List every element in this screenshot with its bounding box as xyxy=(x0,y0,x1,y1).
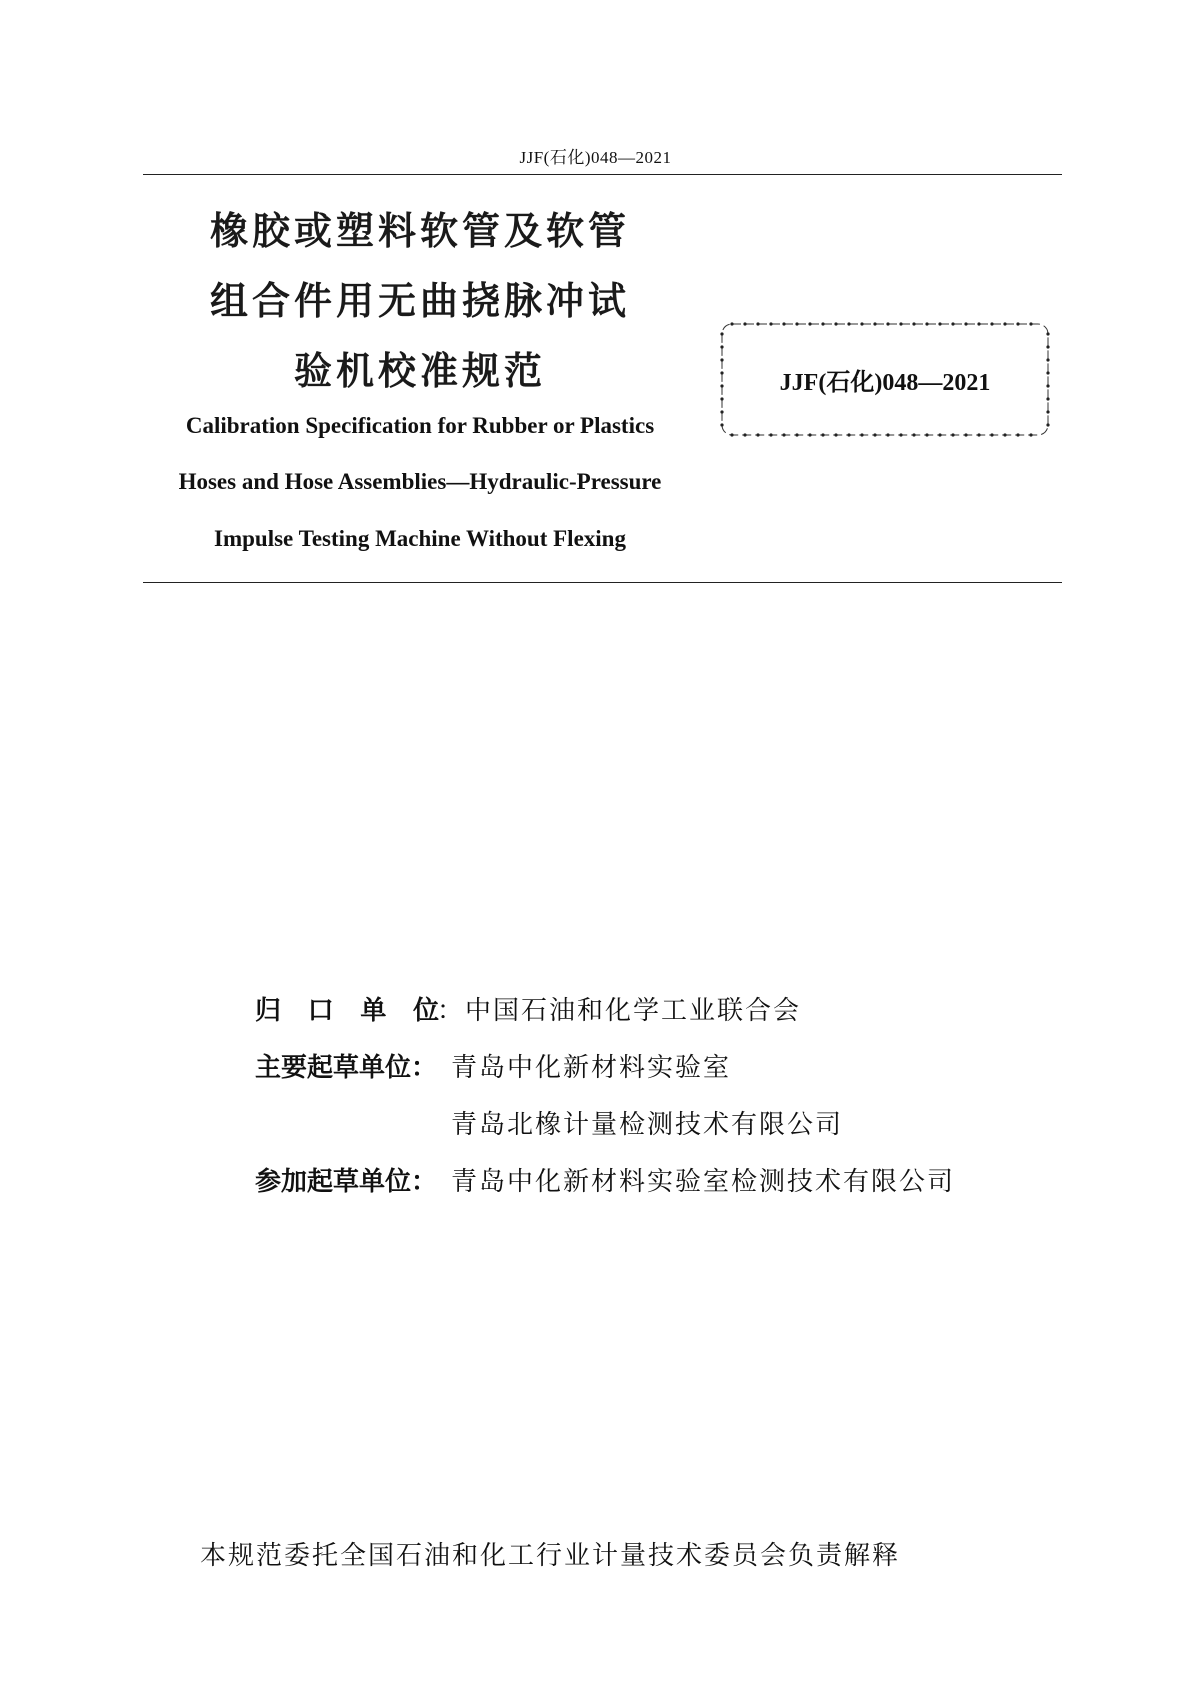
title-cn-line-1: 橡胶或塑料软管及软管 xyxy=(209,209,630,253)
bottom-divider xyxy=(143,582,1062,583)
border-bead xyxy=(720,345,723,348)
border-bead xyxy=(990,322,993,325)
border-bead xyxy=(873,322,876,325)
border-bead xyxy=(912,322,915,325)
border-bead xyxy=(938,433,941,436)
border-bead xyxy=(899,433,902,436)
border-bead xyxy=(886,322,889,325)
border-bead xyxy=(782,433,785,436)
border-bead xyxy=(860,322,863,325)
border-bead xyxy=(743,322,746,325)
border-bead xyxy=(756,433,759,436)
border-bead xyxy=(847,433,850,436)
border-bead xyxy=(886,433,889,436)
border-bead xyxy=(873,433,876,436)
responsible-unit-row xyxy=(255,990,801,1027)
border-bead xyxy=(977,322,980,325)
main-drafting-value-2: 青岛北橡计量检测技术有限公司 xyxy=(451,1110,844,1140)
border-bead xyxy=(808,433,811,436)
border-bead xyxy=(1046,423,1049,426)
title-cn-line-3: 验机校准规范 xyxy=(293,349,546,393)
border-bead xyxy=(769,322,772,325)
label-char: 口 xyxy=(307,996,334,1026)
main-drafting-label: 主要起草单位： xyxy=(255,1053,438,1083)
border-bead xyxy=(808,322,811,325)
border-bead xyxy=(743,433,746,436)
border-bead xyxy=(821,322,824,325)
title-en-line-2: Hoses and Hose Assemblies—Hydraulic-Pressure xyxy=(178,469,662,494)
title-cn-line-2: 组合件用无曲挠脉冲试 xyxy=(209,279,630,323)
border-bead xyxy=(1003,433,1006,436)
border-bead xyxy=(720,332,723,335)
border-bead xyxy=(1046,345,1049,348)
border-bead xyxy=(720,410,723,413)
label-char: 归 xyxy=(255,996,282,1026)
responsible-unit-label xyxy=(255,990,439,1027)
standard-code-box xyxy=(716,318,1054,441)
border-bead xyxy=(720,397,723,400)
border-bead xyxy=(821,433,824,436)
border-bead xyxy=(925,433,928,436)
label-char: 单 xyxy=(360,996,387,1026)
main-drafting-row xyxy=(255,1047,731,1084)
border-bead xyxy=(1016,433,1019,436)
participating-drafting-label: 参加起草单位： xyxy=(255,1167,438,1197)
title-en-line-1: Calibration Specification for Rubber or Plastics xyxy=(185,413,655,438)
border-bead xyxy=(860,433,863,436)
main-drafting-row-2 xyxy=(255,1104,843,1141)
border-bead xyxy=(1003,322,1006,325)
border-bead xyxy=(990,433,993,436)
border-bead xyxy=(1016,322,1019,325)
border-bead xyxy=(769,433,772,436)
border-bead xyxy=(1046,410,1049,413)
label-char: 位 xyxy=(412,996,439,1026)
participating-drafting-value: 青岛中化新材料实验室检测技术有限公司 xyxy=(451,1167,956,1197)
participating-drafting-row xyxy=(255,1161,955,1198)
border-bead xyxy=(951,322,954,325)
border-bead xyxy=(1046,332,1049,335)
border-bead xyxy=(834,433,837,436)
title-en-line-3: Impulse Testing Machine Without Flexing xyxy=(214,526,626,551)
responsible-unit-value: 中国石油和化学工业联合会 xyxy=(465,996,802,1026)
border-bead xyxy=(782,322,785,325)
label-colon: ： xyxy=(437,996,464,1026)
border-bead xyxy=(964,433,967,436)
border-bead xyxy=(795,322,798,325)
border-bead xyxy=(1029,433,1032,436)
border-bead xyxy=(720,423,723,426)
header-code: JJF(石化)048—2021 xyxy=(519,148,672,167)
border-bead xyxy=(834,322,837,325)
border-bead xyxy=(977,433,980,436)
border-bead xyxy=(730,433,733,436)
border-bead xyxy=(1029,322,1032,325)
border-bead xyxy=(912,433,915,436)
border-bead xyxy=(964,322,967,325)
border-bead xyxy=(938,322,941,325)
border-bead xyxy=(925,322,928,325)
border-bead xyxy=(756,322,759,325)
standard-code-text: JJF(石化)048—2021 xyxy=(779,370,991,396)
border-bead xyxy=(1046,397,1049,400)
border-bead xyxy=(847,322,850,325)
border-bead xyxy=(795,433,798,436)
border-bead xyxy=(730,322,733,325)
border-bead xyxy=(951,433,954,436)
border-bead xyxy=(899,322,902,325)
main-drafting-value-1: 青岛中化新材料实验室 xyxy=(451,1053,732,1083)
interpretation-note: 本规范委托全国石油和化工行业计量技术委员会负责解释 xyxy=(200,1541,901,1571)
top-divider xyxy=(143,174,1062,175)
